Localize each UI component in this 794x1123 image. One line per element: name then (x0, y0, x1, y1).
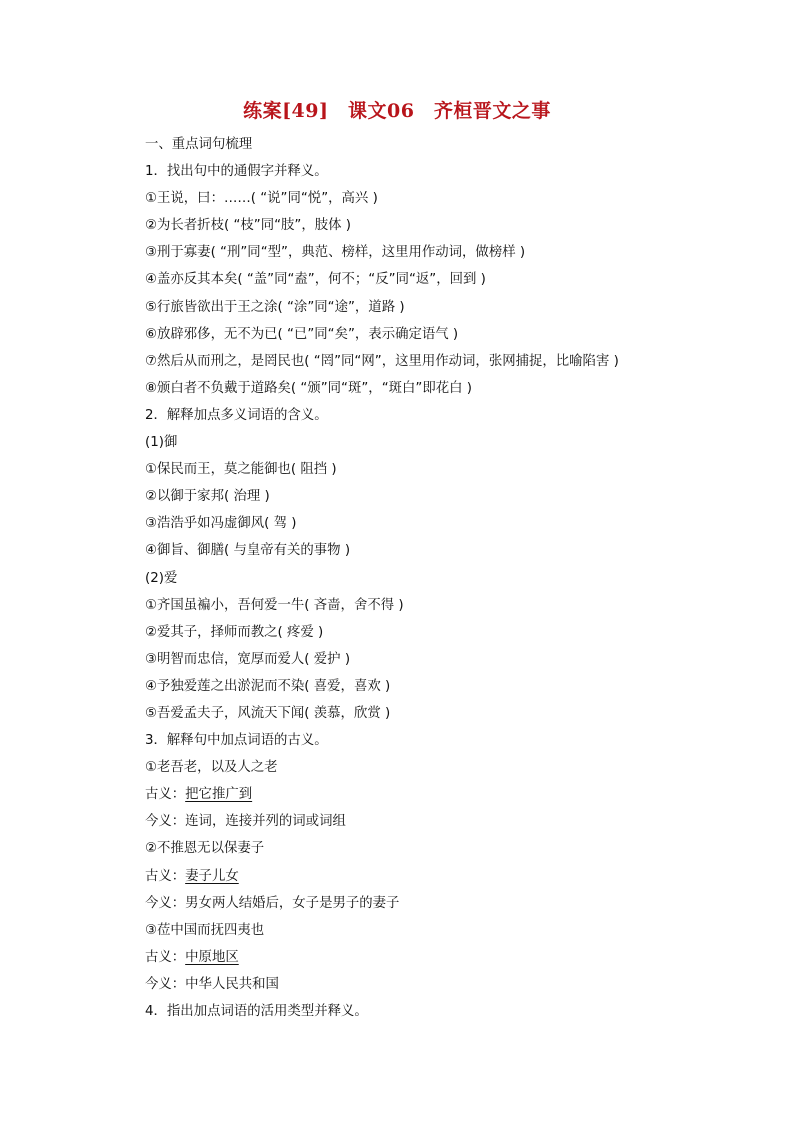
text-line: ②不推恩无以保妻子 (145, 841, 265, 857)
text-line: 1．找出句中的通假字并释义。 (145, 164, 328, 180)
text-line: 今义：连词，连接并列的词或词组 (145, 814, 346, 830)
text-line: ②为长者折枝( “枝”同“肢”，肢体 ) (145, 218, 352, 234)
text-line: 3．解释句中加点词语的古义。 (145, 733, 328, 749)
text-line (145, 863, 745, 890)
text-line: ⑤吾爱孟夫子，风流天下闻( 羡慕，欣赏 ) (145, 705, 391, 721)
text-line: 今义：男女两人结婚后，女子是男子的妻子 (145, 895, 400, 911)
text-line: ⑥放辟邪侈，无不为已( “已”同“矣”，表示确定语气 ) (145, 326, 459, 342)
text-line: (2)爱 (145, 570, 178, 586)
text-line: ④予独爱莲之出淤泥而不染( 喜爱，喜欢 ) (145, 678, 391, 694)
text-line: ⑤行旅皆欲出于王之涂( “涂”同“途”，道路 ) (145, 299, 405, 315)
text-line: ②以御于家邦( 治理 ) (145, 489, 270, 505)
text-line: ⑦然后从而刑之，是罔民也( “罔”同“网”，这里用作动词，张网捕捉，比喻陷害 ) (145, 353, 619, 369)
text-line: 今义：中华人民共和国 (145, 976, 279, 992)
text-line: 4．指出加点词语的活用类型并释义。 (145, 1004, 368, 1019)
text-line: ③莅中国而抚四夷也 (145, 922, 265, 938)
text-line: ②爱其子，择师而教之( 疼爱 ) (145, 624, 324, 640)
text-line: ①保民而王，莫之能御也( 阻挡 ) (145, 462, 337, 478)
line-prefix: 古义： (145, 868, 186, 884)
document-title: 练案[49] 课文06 齐桓晋文之事 (243, 100, 551, 122)
text-line: 一、重点词句梳理 (145, 137, 253, 152)
document-body (145, 131, 745, 1025)
underlined-answer: 中原地区 (185, 949, 239, 965)
underlined-answer: 把它推广到 (185, 787, 253, 803)
text-line: (1)御 (145, 435, 178, 451)
line-prefix: 古义： (145, 949, 186, 965)
text-line: ③浩浩乎如冯虚御风( 驾 ) (145, 516, 297, 532)
text-line: ①齐国虽褊小，吾何爱一牛( 吝啬，舍不得 ) (145, 597, 404, 613)
text-line (145, 781, 745, 808)
underlined-answer: 妻子儿女 (185, 868, 239, 884)
text-line: ③刑于寡妻( “刑”同“型”，典范、榜样，这里用作动词，做榜样 ) (145, 245, 526, 261)
text-line: ⑧颁白者不负戴于道路矣( “颁”同“斑”，“斑白”即花白 ) (145, 380, 473, 396)
line-prefix: 古义： (145, 787, 186, 803)
text-line: ①王说，曰：……( “说”同“悦”，高兴 ) (145, 191, 378, 207)
text-line: ①老吾老，以及人之老 (145, 760, 278, 776)
text-line (145, 944, 745, 971)
text-line: ④御旨、御膳( 与皇帝有关的事物 ) (145, 543, 351, 559)
text-line: ④盖亦反其本矣( “盖”同“盍”，何不；“反”同“返”，回到 ) (145, 272, 486, 288)
text-line: 2．解释加点多义词语的含义。 (145, 407, 328, 423)
text-line: ③明智而忠信，宽厚而爱人( 爱护 ) (145, 651, 351, 667)
